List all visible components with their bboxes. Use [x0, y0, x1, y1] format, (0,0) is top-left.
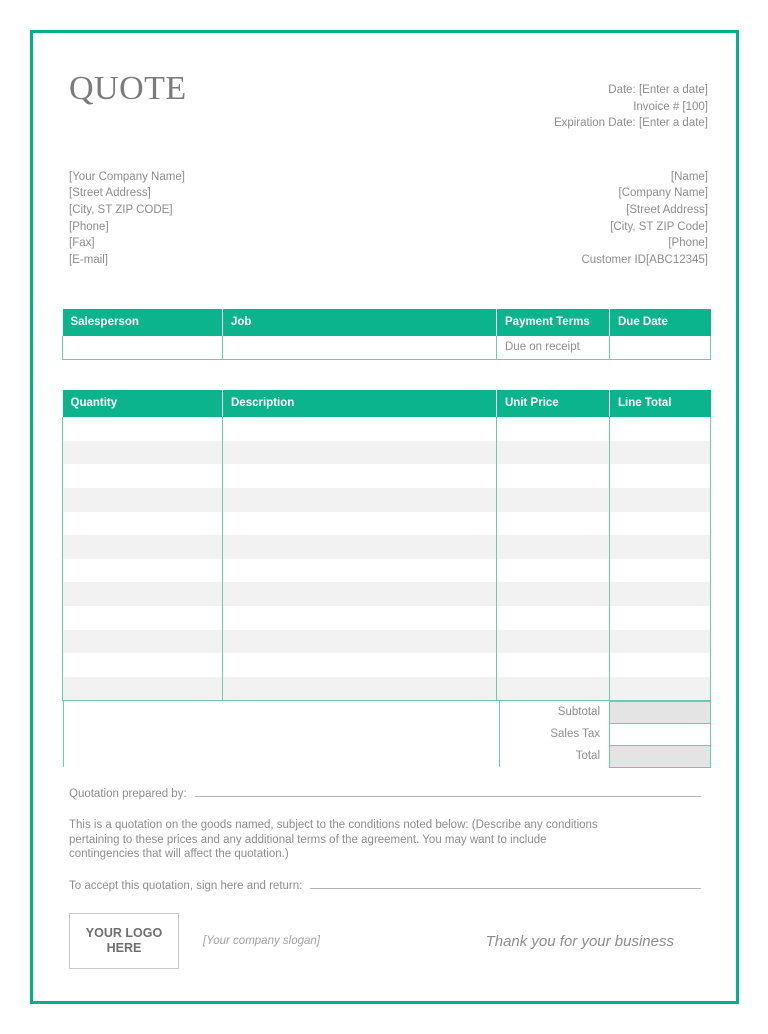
cell-description[interactable]	[223, 677, 497, 701]
cell-due-date[interactable]	[610, 336, 711, 360]
recipient-line: [Name]	[670, 170, 708, 183]
cell-quantity[interactable]	[63, 559, 223, 583]
accept-signature-line[interactable]	[310, 888, 701, 889]
total-label: Total	[500, 745, 610, 767]
logo-line-1: YOUR LOGO	[85, 926, 163, 940]
subtotal-label: Subtotal	[500, 701, 610, 723]
cell-quantity[interactable]	[63, 653, 223, 677]
table-row	[63, 488, 711, 512]
recipient-address-block	[581, 169, 708, 269]
table-row	[63, 606, 711, 630]
recipient-line: [City, ST ZIP Code]	[610, 220, 708, 233]
cell-unit-price[interactable]	[497, 677, 610, 701]
recipient-line: Customer ID[ABC12345]	[581, 254, 708, 267]
cell-quantity[interactable]	[63, 535, 223, 559]
cell-quantity[interactable]	[63, 630, 223, 654]
table-row	[63, 677, 711, 701]
sheet-inner	[33, 33, 736, 1001]
document-header	[61, 33, 708, 132]
meta-invoice-number: Invoice # [100]	[633, 100, 708, 113]
logo-placeholder[interactable]	[69, 913, 179, 969]
prepared-by-row	[69, 788, 701, 800]
recipient-line: [Company Name]	[618, 187, 708, 200]
cell-unit-price[interactable]	[497, 559, 610, 583]
cell-description[interactable]	[223, 653, 497, 677]
subtotal-value	[610, 701, 711, 723]
sender-line: [Street Address]	[69, 187, 151, 200]
cell-unit-price[interactable]	[497, 582, 610, 606]
sales-tax-label: Sales Tax	[500, 723, 610, 745]
column-header-quantity: Quantity	[63, 390, 223, 417]
totals-row-total	[64, 745, 711, 767]
table-row	[63, 653, 711, 677]
cell-quantity[interactable]	[63, 606, 223, 630]
totals-spacer	[64, 723, 500, 745]
cell-line-total[interactable]	[610, 488, 711, 512]
cell-payment-terms[interactable]: Due on receipt	[497, 336, 610, 360]
terms-paragraph: This is a quotation on the goods named, subject to the conditions noted below: (Describe any conditions pertaining to these prices and any additional terms of the agreement. You may want to include contingencies that will affect the quotation.)	[69, 818, 598, 861]
table-header-row	[63, 309, 711, 336]
cell-description[interactable]	[223, 535, 497, 559]
column-header-job: Job	[223, 309, 497, 336]
cell-unit-price[interactable]	[497, 512, 610, 536]
cell-unit-price[interactable]	[497, 653, 610, 677]
total-value	[610, 745, 711, 767]
table-row	[63, 535, 711, 559]
sender-line: [City, ST ZIP CODE]	[69, 203, 173, 216]
totals-spacer	[64, 745, 500, 767]
totals-row-subtotal	[64, 701, 711, 723]
sender-line: [Your Company Name]	[69, 170, 185, 183]
cell-unit-price[interactable]	[497, 441, 610, 465]
sender-line: [Fax]	[69, 237, 95, 250]
cell-description[interactable]	[223, 488, 497, 512]
recipient-line: [Street Address]	[626, 203, 708, 216]
cell-quantity[interactable]	[63, 417, 223, 441]
cell-line-total[interactable]	[610, 441, 711, 465]
table-row	[63, 559, 711, 583]
quote-meta-block	[554, 72, 708, 132]
quote-sheet	[30, 30, 739, 1004]
logo-line-2: HERE	[106, 941, 142, 955]
table-row	[63, 417, 711, 441]
branding-strip	[61, 913, 709, 969]
cell-description[interactable]	[223, 559, 497, 583]
cell-line-total[interactable]	[610, 464, 711, 488]
prepared-by-signature-line[interactable]	[195, 796, 701, 797]
cell-job[interactable]	[223, 336, 497, 360]
cell-quantity[interactable]	[63, 464, 223, 488]
job-info-table	[62, 309, 711, 361]
cell-description[interactable]	[223, 464, 497, 488]
cell-unit-price[interactable]	[497, 535, 610, 559]
cell-line-total[interactable]	[610, 606, 711, 630]
cell-unit-price[interactable]	[497, 464, 610, 488]
cell-line-total[interactable]	[610, 559, 711, 583]
line-items-body	[63, 417, 711, 700]
cell-description[interactable]	[223, 417, 497, 441]
column-header-line-total: Line Total	[610, 390, 711, 417]
cell-unit-price[interactable]	[497, 417, 610, 441]
table-row	[63, 336, 711, 360]
cell-description[interactable]	[223, 512, 497, 536]
accept-signature-row	[69, 880, 701, 892]
footer-section	[61, 788, 701, 892]
column-header-due-date: Due Date	[610, 309, 711, 336]
table-row	[63, 630, 711, 654]
cell-description[interactable]	[223, 606, 497, 630]
cell-description[interactable]	[223, 441, 497, 465]
cell-line-total[interactable]	[610, 512, 711, 536]
column-header-salesperson: Salesperson	[63, 309, 223, 336]
sender-line: [Phone]	[69, 220, 109, 233]
company-slogan: [Your company slogan]	[203, 935, 320, 947]
recipient-line: [Phone]	[668, 237, 708, 250]
accept-label: To accept this quotation, sign here and return:	[69, 880, 303, 893]
table-row	[63, 464, 711, 488]
thank-you-message: Thank you for your business	[485, 932, 674, 950]
cell-unit-price[interactable]	[497, 488, 610, 512]
totals-row-sales-tax	[64, 723, 711, 745]
table-header-row	[63, 390, 711, 417]
cell-description[interactable]	[223, 582, 497, 606]
cell-quantity[interactable]	[63, 677, 223, 701]
cell-salesperson[interactable]	[63, 336, 223, 360]
cell-description[interactable]	[223, 630, 497, 654]
table-row	[63, 512, 711, 536]
column-header-description: Description	[223, 390, 497, 417]
cell-unit-price[interactable]	[497, 606, 610, 630]
column-header-unit-price: Unit Price	[497, 390, 610, 417]
cell-quantity[interactable]	[63, 582, 223, 606]
prepared-by-label: Quotation prepared by:	[69, 787, 187, 800]
cell-line-total[interactable]	[610, 630, 711, 654]
meta-expiration-date: Expiration Date: [Enter a date]	[553, 117, 708, 129]
address-section	[61, 169, 708, 269]
table-row	[63, 441, 711, 465]
cell-line-total[interactable]	[610, 582, 711, 606]
cell-line-total[interactable]	[610, 677, 711, 701]
totals-spacer	[64, 701, 500, 723]
line-items-table	[62, 390, 711, 701]
page-title: QUOTE	[69, 70, 187, 107]
cell-quantity[interactable]	[63, 488, 223, 512]
cell-line-total[interactable]	[610, 535, 711, 559]
cell-unit-price[interactable]	[497, 630, 610, 654]
sender-address-block	[61, 169, 185, 269]
table-row	[63, 582, 711, 606]
meta-date: Date: [Enter a date]	[608, 84, 708, 96]
column-header-payment-terms: Payment Terms	[497, 309, 610, 336]
sales-tax-value[interactable]	[610, 723, 711, 745]
cell-line-total[interactable]	[610, 417, 711, 441]
sender-line: [E-mail]	[69, 254, 108, 267]
cell-quantity[interactable]	[63, 441, 223, 465]
cell-quantity[interactable]	[63, 512, 223, 536]
totals-section	[62, 701, 710, 768]
cell-line-total[interactable]	[610, 653, 711, 677]
